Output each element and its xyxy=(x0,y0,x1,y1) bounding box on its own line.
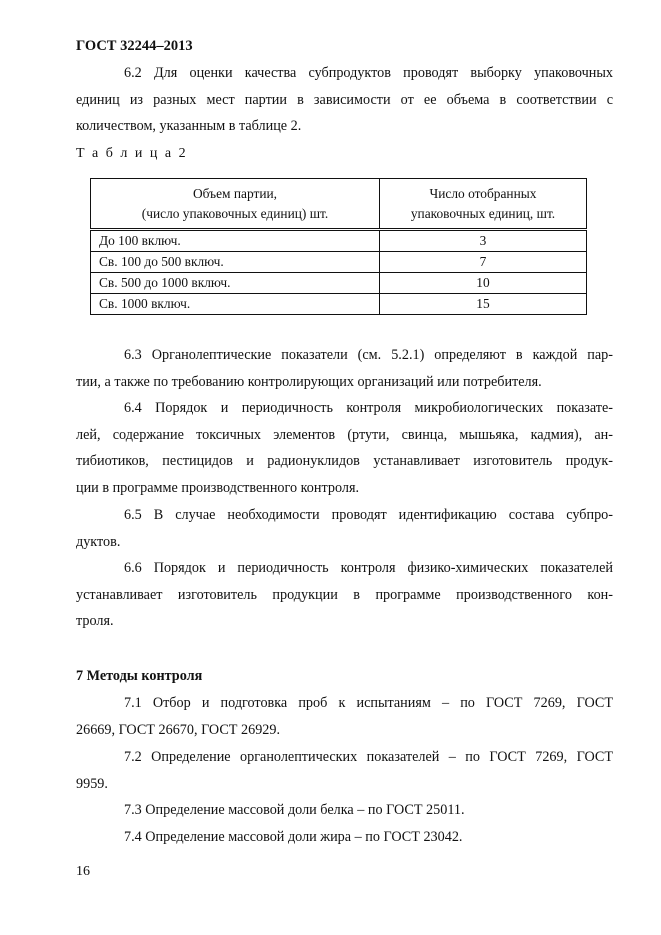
table-row xyxy=(91,252,587,273)
cell-count: 15 xyxy=(380,294,587,315)
header-line: Объем партии, xyxy=(193,185,277,201)
paragraph-line: 7.2 Определение органолептических показателей – по ГОСТ 7269, ГОСТ xyxy=(124,749,613,765)
paragraph-line: единиц из разных мест партии в зависимости от ее объема в соответствии с xyxy=(76,91,613,108)
table-row xyxy=(91,273,587,294)
paragraph-7-3 xyxy=(76,797,613,824)
paragraph-line: 6.4 Порядок и периодичность контроля микробиологических показате- xyxy=(124,400,613,416)
paragraph-line: 6.3 Органолептические показатели (см. 5.2.1) определяют в каждой пар- xyxy=(124,347,613,363)
cell-volume: Св. 500 до 1000 включ. xyxy=(91,273,380,294)
column-header-volume xyxy=(91,179,380,230)
cell-count: 10 xyxy=(380,273,587,294)
header-line: Число отобранных xyxy=(429,185,537,201)
page-number: 16 xyxy=(76,864,90,879)
section-7-title: 7 Методы контроля xyxy=(76,668,203,684)
cell-count: 3 xyxy=(380,230,587,252)
paragraph-7-1 xyxy=(76,690,613,743)
paragraph-7-2 xyxy=(76,744,613,797)
header-line: (число упаковочных единиц) шт. xyxy=(141,205,329,221)
paragraph-line: 6.2 Для оценки качества субпродуктов проводят выборку упаковочных xyxy=(124,65,613,81)
paragraph-6-3 xyxy=(76,342,613,395)
table-caption: Т а б л и ц а 2 xyxy=(76,146,188,161)
paragraph-line: 7.3 Определение массовой доли белка – по ГОСТ 25011. xyxy=(124,802,465,818)
cell-volume: Св. 100 до 500 включ. xyxy=(91,252,380,273)
paragraph-6-6 xyxy=(76,555,613,635)
column-header-count xyxy=(380,179,587,230)
paragraph-line: 7.4 Определение массовой доли жира – по ГОСТ 23042. xyxy=(124,829,463,845)
paragraph-line: троля. xyxy=(76,613,114,630)
paragraph-line: тии, а также по требованию контролирующих организаций или потребителя. xyxy=(76,373,542,390)
paragraph-line: лей, содержание токсичных элементов (ртути, свинца, мышьяка, кадмия), ан- xyxy=(76,426,613,443)
cell-volume: До 100 включ. xyxy=(91,230,380,252)
header-line: упаковочных единиц, шт. xyxy=(410,205,556,221)
table-2 xyxy=(90,178,587,315)
paragraph-line: ции в программе производственного контроля. xyxy=(76,479,360,496)
paragraph-line: тибиотиков, пестицидов и радионуклидов устанавливает изготовитель продук- xyxy=(76,453,613,470)
paragraph-line: 26669, ГОСТ 26670, ГОСТ 26929. xyxy=(76,721,281,738)
cell-volume: Св. 1000 включ. xyxy=(91,294,380,315)
cell-count: 7 xyxy=(380,252,587,273)
paragraph-line: устанавливает изготовитель продукции в программе производственного кон- xyxy=(76,586,613,603)
paragraph-6-4 xyxy=(76,395,613,501)
paragraph-7-4 xyxy=(76,824,613,851)
paragraph-line: 9959. xyxy=(76,775,108,792)
table-row xyxy=(91,230,587,252)
paragraph-line: 6.6 Порядок и периодичность контроля физико-химических показателей xyxy=(124,560,613,576)
table-row xyxy=(91,294,587,315)
paragraph-6-2 xyxy=(76,60,613,140)
paragraph-line: количеством, указанным в таблице 2. xyxy=(76,118,302,135)
table-header-row xyxy=(91,179,587,230)
paragraph-line: дуктов. xyxy=(76,533,121,550)
paragraph-line: 6.5 В случае необходимости проводят идентификацию состава субпро- xyxy=(124,507,613,523)
document-header: ГОСТ 32244–2013 xyxy=(76,38,193,54)
paragraph-line: 7.1 Отбор и подготовка проб к испытаниям – по ГОСТ 7269, ГОСТ xyxy=(124,695,613,711)
paragraph-6-5 xyxy=(76,502,613,555)
